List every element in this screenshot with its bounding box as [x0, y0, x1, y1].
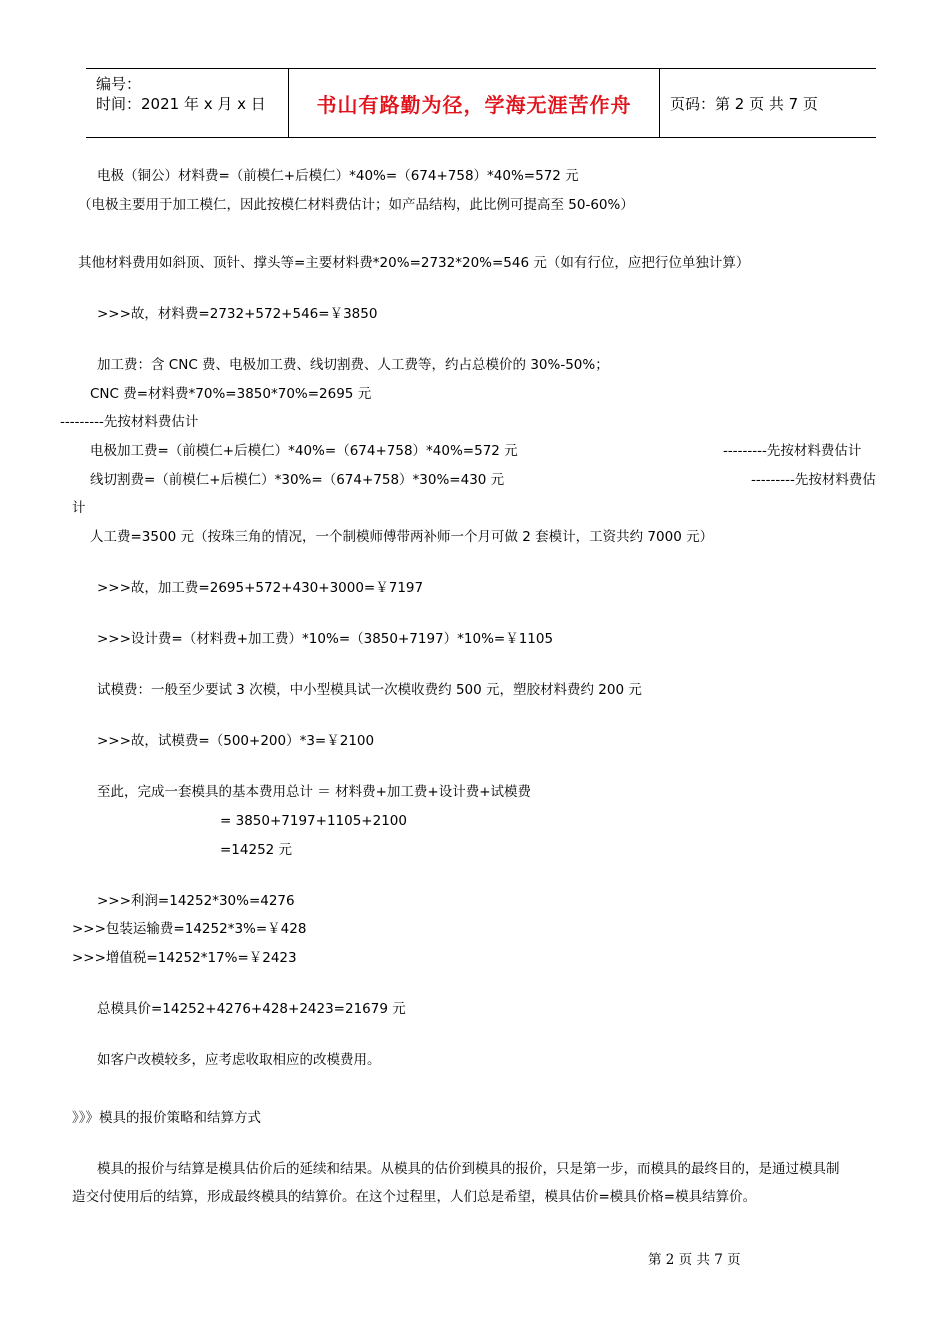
text-line: 至此，完成一套模具的基本费用总计 ＝ 材料费+加工费+设计费+试模费 [97, 784, 532, 800]
text-line: ---------先按材料费估计 [60, 414, 199, 430]
page-footer: 第 2 页 共 7 页 [648, 1252, 741, 1268]
motto: 书山有路勤为径，学海无涯苦作舟 [316, 92, 632, 117]
text-line: >>>增值税=14252*17%=￥2423 [72, 950, 297, 966]
text-line: 电极加工费=（前模仁+后模仁）*40%=（674+758）*40%=572 元 [90, 443, 518, 459]
text-line: >>>故，加工费=2695+572+430+3000=￥7197 [97, 580, 424, 596]
text-line: 总模具价=14252+4276+428+2423=21679 元 [97, 1001, 406, 1017]
text-line: （电极主要用于加工模仁，因此按模仁材料费估计；如产品结构，此比例可提高至 50-60%） [78, 197, 634, 213]
header-motto-cell [288, 69, 660, 137]
document-number: 编号： [96, 75, 142, 93]
text-line: >>>设计费=（材料费+加工费）*10%=（3850+7197）*10%=￥1105 [97, 631, 554, 647]
text-line: >>>利润=14252*30%=4276 [97, 893, 295, 909]
header-info-cell [86, 69, 288, 137]
text-line: 线切割费=（前模仁+后模仁）*30%=（674+758）*30%=430 元 [90, 472, 505, 488]
text-line: ---------先按材料费估 [751, 472, 876, 488]
text-line: CNC 费=材料费*70%=3850*70%=2695 元 [90, 386, 372, 402]
text-line: 造交付使用后的结算，形成最终模具的结算价。在这个过程里，人们总是希望，模具估价=模具价格=模具结算价。 [72, 1189, 757, 1205]
section-heading: 》》》模具的报价策略和结算方式 [72, 1110, 261, 1126]
document-time: 时间：2021 年 x 月 x 日 [96, 95, 266, 113]
text-line: 计 [72, 500, 86, 516]
text-line: 模具的报价与结算是模具估价后的延续和结果。从模具的估价到模具的报价，只是第一步，而模具的最终目的，是通过模具制 [97, 1161, 840, 1177]
text-line: 如客户改模较多，应考虑收取相应的改模费用。 [97, 1052, 381, 1068]
header-page-cell [660, 69, 876, 137]
text-line: ---------先按材料费估计 [723, 443, 862, 459]
text-line: = 3850+7197+1105+2100 [220, 813, 407, 829]
page-header [86, 68, 876, 138]
text-line: >>>故，材料费=2732+572+546=￥3850 [97, 306, 378, 322]
text-line: 其他材料费用如斜顶、顶针、撑头等=主要材料费*20%=2732*20%=546 元（如有行位，应把行位单独计算） [78, 255, 750, 271]
text-line: 人工费=3500 元（按珠三角的情况，一个制模师傅带两补师一个月可做 2 套模计，工资共约 7000 元） [90, 529, 714, 545]
text-line: 试模费：一般至少要试 3 次模，中小型模具试一次模收费约 500 元，塑胶材料费约 200 元 [97, 682, 642, 698]
text-line: 加工费：含 CNC 费、电极加工费、线切割费、人工费等，约占总模价的 30%-50%； [97, 357, 609, 373]
text-line: >>>包装运输费=14252*3%=￥428 [72, 921, 307, 937]
header-page-number: 页码：第 2 页 共 7 页 [670, 94, 818, 113]
text-line: 电极（铜公）材料费=（前模仁+后模仁）*40%=（674+758）*40%=572 元 [97, 168, 579, 184]
text-line: =14252 元 [220, 842, 293, 858]
text-line: >>>故，试模费=（500+200）*3=￥2100 [97, 733, 375, 749]
